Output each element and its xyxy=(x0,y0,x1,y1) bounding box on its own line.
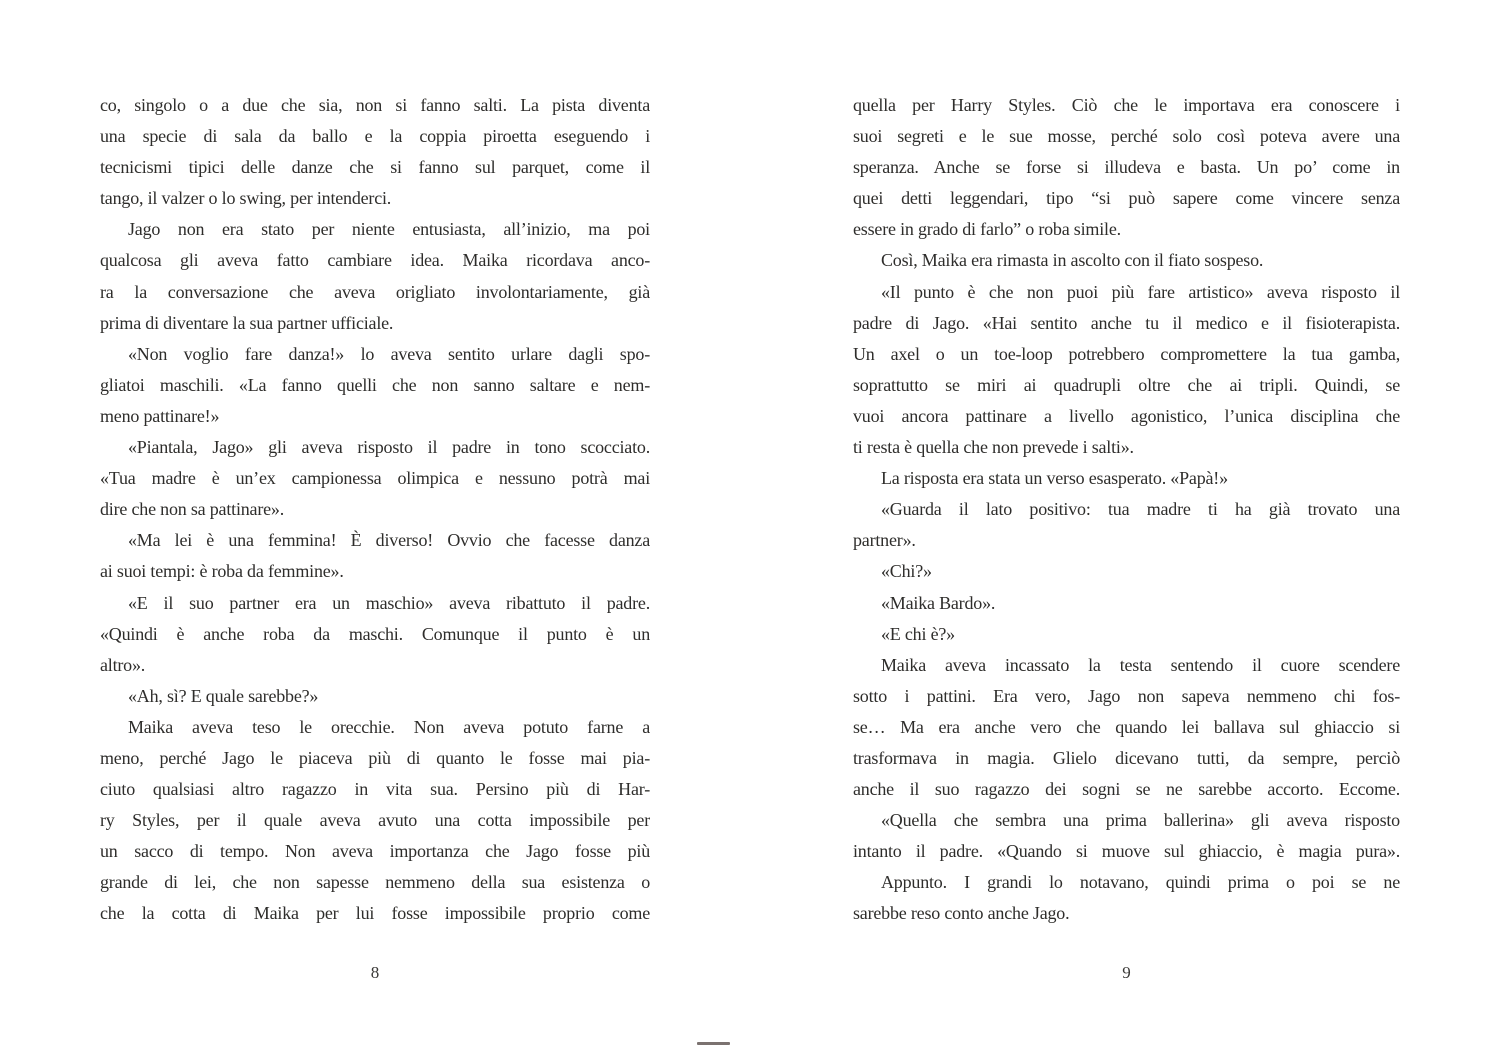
text-line: «Quindi è anche roba da maschi. Comunque il punto è un xyxy=(100,623,650,644)
text-line: ry Styles, per il quale aveva avuto una cotta impossibile per xyxy=(100,810,650,831)
text-line: speranza. Anche se forse si illudeva e basta. Un po’ come in xyxy=(853,157,1400,178)
text-line: sotto i pattini. Era vero, Jago non sapeva nemmeno chi fos- xyxy=(853,685,1400,706)
text-line: La risposta era stata un verso esasperato. «Papà!» xyxy=(881,468,1228,489)
text-line: essere in grado di farlo” o roba simile. xyxy=(853,219,1121,240)
text-line: «E il suo partner era un maschio» aveva ribattuto il padre. xyxy=(128,592,650,613)
text-line: dire che non sa pattinare». xyxy=(100,499,285,520)
text-line: quei detti leggendari, tipo “si può sapere come vincere senza xyxy=(853,188,1400,209)
text-line: prima di diventare la sua partner ufficiale. xyxy=(100,312,394,333)
text-line: un sacco di tempo. Non aveva importanza che Jago fosse più xyxy=(100,841,650,862)
text-line: padre di Jago. «Hai sentito anche tu il medico e il fisioterapista. xyxy=(853,312,1400,333)
text-line: co, singolo o a due che sia, non si fanno salti. La pista diventa xyxy=(100,95,650,115)
text-line: ra la conversazione che aveva origliato involontariamente, già xyxy=(100,281,650,302)
text-line: anche il suo ragazzo dei sogni se ne sarebbe accorto. Eccome. xyxy=(853,779,1400,800)
page-right-text-block xyxy=(853,90,1400,930)
text-line: grande di lei, che non sapesse nemmeno della sua esistenza o xyxy=(100,872,650,893)
text-line: «Ah, sì? E quale sarebbe?» xyxy=(128,685,319,706)
text-line: «Ma lei è una femmina! È diverso! Ovvio che facesse danza xyxy=(128,530,650,551)
text-line: «Non voglio fare danza!» lo aveva sentito urlare dagli spo- xyxy=(128,343,650,364)
text-line: ciuto qualsiasi altro ragazzo in vita sua. Persino più di Har- xyxy=(100,779,650,800)
text-line: una specie di sala da ballo e la coppia piroetta eseguendo i xyxy=(100,126,650,147)
text-line: quella per Harry Styles. Ciò che le importava era conoscere i xyxy=(853,95,1400,115)
text-line: «Maika Bardo». xyxy=(881,592,996,613)
page-left-text-block xyxy=(100,90,650,930)
text-line: intanto il padre. «Quando si muove sul ghiaccio, è magia pura». xyxy=(853,841,1400,862)
text-line: gliatoi maschili. «La fanno quelli che non sanno saltare e nem- xyxy=(100,374,650,395)
text-line: vuoi ancora pattinare a livello agonistico, l’unica disciplina che xyxy=(853,405,1400,426)
text-line: che la cotta di Maika per lui fosse impossibile proprio come xyxy=(100,903,650,924)
text-line: Appunto. I grandi lo notavano, quindi prima o poi se ne xyxy=(881,872,1400,893)
page-fold-mark xyxy=(697,1042,730,1045)
text-line: soprattutto se miri ai quadrupli oltre che ai tripli. Quindi, se xyxy=(853,374,1400,395)
text-line: «Quella che sembra una prima ballerina» gli aveva risposto xyxy=(881,810,1400,831)
text-line: ai suoi tempi: è roba da femmine». xyxy=(100,561,344,582)
text-line: Così, Maika era rimasta in ascolto con il fiato sospeso. xyxy=(881,250,1264,271)
text-line: sarebbe reso conto anche Jago. xyxy=(853,903,1070,924)
text-line: «Guarda il lato positivo: tua madre ti ha già trovato una xyxy=(881,499,1400,520)
text-line: Jago non era stato per niente entusiasta, all’inizio, ma poi xyxy=(128,219,650,240)
text-line: «Tua madre è un’ex campionessa olimpica e nessuno potrà mai xyxy=(100,468,650,489)
text-line: «E chi è?» xyxy=(881,623,955,644)
text-line: Un axel o un toe-loop potrebbero compromettere la tua gamba, xyxy=(853,343,1400,364)
text-line: Maika aveva incassato la testa sentendo il cuore scendere xyxy=(881,654,1400,675)
text-line: ti resta è quella che non prevede i salti». xyxy=(853,437,1134,458)
text-line: partner». xyxy=(853,530,916,551)
page-number-left: 8 xyxy=(370,963,380,982)
text-line: meno, perché Jago le piaceva più di quanto le fosse mai pia- xyxy=(100,747,650,768)
text-line: altro». xyxy=(100,654,146,675)
text-line: tango, il valzer o lo swing, per intenderci. xyxy=(100,188,392,209)
text-line: meno pattinare!» xyxy=(100,405,220,426)
page-number-right: 9 xyxy=(1122,963,1131,982)
text-line: Maika aveva teso le orecchie. Non aveva potuto farne a xyxy=(128,716,650,737)
text-line: «Piantala, Jago» gli aveva risposto il padre in tono scocciato. xyxy=(128,437,650,458)
text-line: qualcosa gli aveva fatto cambiare idea. Maika ricordava anco- xyxy=(100,250,650,271)
text-line: «Chi?» xyxy=(881,561,932,582)
text-line: trasformava in magia. Glielo dicevano tutti, da sempre, perciò xyxy=(853,747,1400,768)
text-line: «Il punto è che non puoi più fare artistico» aveva risposto il xyxy=(881,281,1400,302)
text-line: tecnicismi tipici delle danze che si fanno sul parquet, come il xyxy=(100,157,650,178)
text-line: se… Ma era anche vero che quando lei ballava sul ghiaccio si xyxy=(853,716,1400,737)
text-line: suoi segreti e le sue mosse, perché solo così poteva avere una xyxy=(853,126,1400,147)
